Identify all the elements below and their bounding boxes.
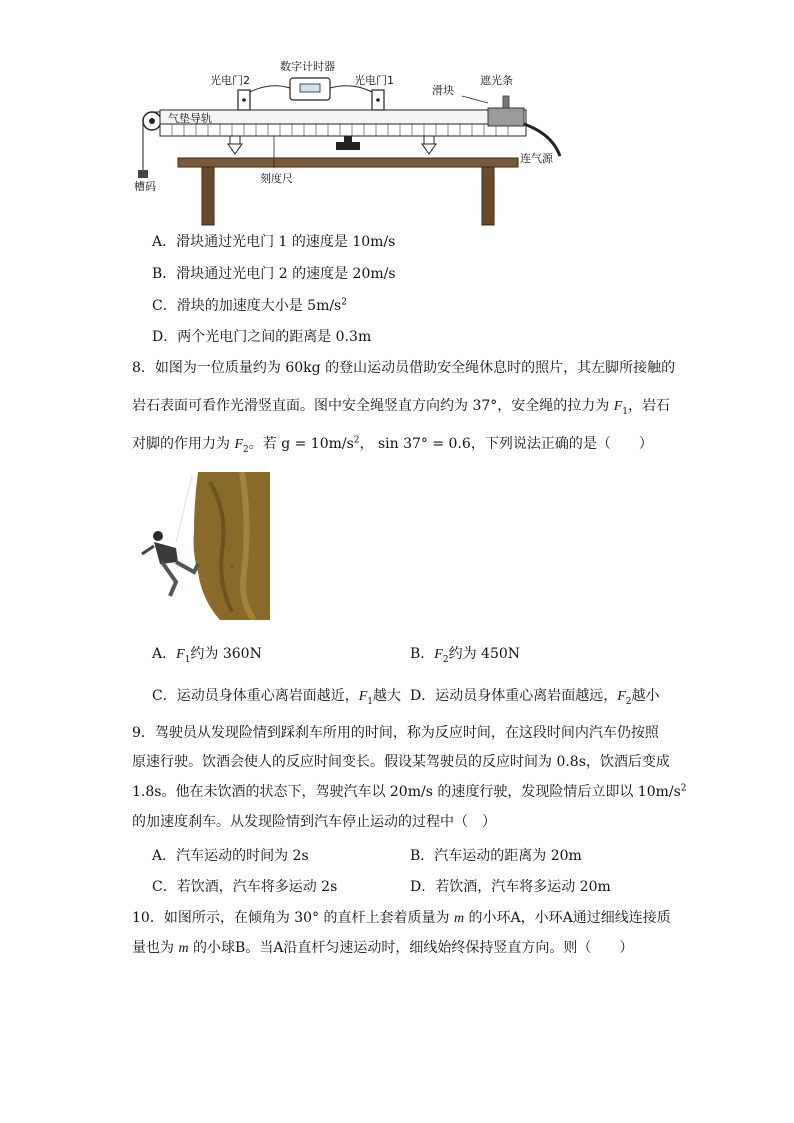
q9-option-b: B．汽车运动的距离为 20m bbox=[410, 848, 582, 864]
q8-option-c: C．运动员身体重心离岩面越近，$F_1$越大 bbox=[152, 688, 402, 707]
q9-option-a: A．汽车运动的时间为 2s bbox=[152, 848, 309, 864]
q8-line3: 对脚的作用力为 $F_2$。若 $g = 10m/s^2$， sin 37° = 0.6，下列说法正确的是（ ） bbox=[132, 435, 653, 455]
q9-line4: 的加速度刹车。从发现险情到汽车停止运动的过程中（ ） bbox=[132, 814, 496, 830]
weight-label: 槽码 bbox=[134, 180, 156, 193]
q9-option-c: C．若饮酒，汽车将多运动 2s bbox=[152, 879, 338, 895]
q8-option-b: B．$F_2$约为 450N bbox=[410, 646, 521, 665]
q8-option-d: D．运动员身体重心离岩面越远，$F_2$越小 bbox=[410, 688, 660, 707]
q9-line1: 9．驾驶员从发现险情到踩刹车所用的时间，称为反应时间，在这段时间内汽车仍按照 bbox=[132, 725, 659, 741]
climber-photo bbox=[132, 472, 270, 620]
timer-label: 数字计时器 bbox=[280, 60, 335, 73]
q7-option-a: A．滑块通过光电门 1 的速度是 10m/s bbox=[152, 234, 396, 250]
q7-option-c: C．滑块的加速度大小是 $5m/s^2$ bbox=[152, 297, 347, 314]
air-label: 连气源 bbox=[520, 152, 553, 165]
scale-label: 刻度尺 bbox=[260, 172, 293, 185]
q8-line1: 8．如图为一位质量约为 60kg 的登山运动员借助安全绳休息时的照片，其左脚所接触的 bbox=[132, 360, 676, 376]
gate1-label: 光电门1 bbox=[354, 74, 394, 87]
shade-label: 遮光条 bbox=[480, 74, 513, 87]
q8-line2: 岩石表面可看作光滑竖直面。图中安全绳竖直方向约为 37°，安全绳的拉力为 $F_1$，岩石 bbox=[132, 398, 671, 417]
rail-label: 气垫导轨 bbox=[168, 112, 212, 125]
q8-option-a: A．$F_1$约为 360N bbox=[152, 646, 262, 665]
q9-line2: 原速行驶。饮酒会使人的反应时间变长。假设某驾驶员的反应时间为 0.8s，饮酒后变成 bbox=[132, 754, 670, 770]
q10-line1: 10．如图所示，在倾角为 30° 的直杆上套着质量为 m 的小环A，小环A通过细线连接质 bbox=[132, 910, 671, 926]
q9-line3: 1.8s。他在未饮酒的状态下，驾驶汽车以 20m/s 的速度行驶，发现险情后立即以 $10m/s^2$ bbox=[132, 783, 687, 800]
q9-option-d: D．若饮酒，汽车将多运动 20m bbox=[410, 879, 611, 895]
air-track-figure bbox=[132, 56, 572, 228]
gate2-label: 光电门2 bbox=[210, 74, 250, 87]
slider-label: 滑块 bbox=[432, 84, 454, 97]
q7-option-b: B．滑块通过光电门 2 的速度是 20m/s bbox=[152, 266, 396, 282]
q7-option-d: D．两个光电门之间的距离是 0.3m bbox=[152, 329, 372, 345]
q10-line2: 量也为 m 的小球B。当A沿直杆匀速运动时，细线始终保持竖直方向。则（ ） bbox=[132, 940, 634, 956]
